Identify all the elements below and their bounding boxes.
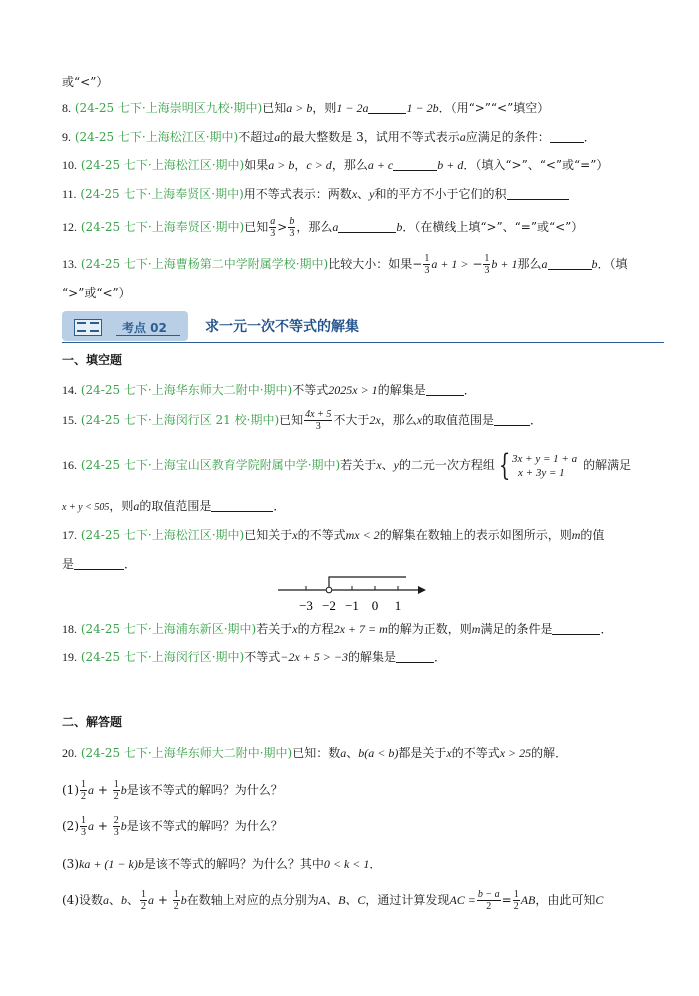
- source-tag: (24-25 七下·上海华东师大二附中·期中): [80, 383, 293, 397]
- banner-label: 考点 02: [122, 321, 167, 335]
- question-14: 14. (24-25 七下·上海华东师大二附中·期中)不等式2025x > 1的解集是 ．: [62, 383, 476, 397]
- banner-underline: [116, 335, 180, 336]
- fraction: $\frac{a}{3}$: [270, 216, 276, 239]
- source-tag: (24-25 七下·上海松江区·期中): [74, 130, 239, 144]
- fraction: $\frac{2}{3}$: [113, 815, 119, 838]
- question-19: 19. (24-25 七下·上海闵行区·期中)不等式−2x + 5 > −3的解集是 ．: [62, 650, 446, 664]
- answer-blank[interactable]: [338, 219, 396, 233]
- fraction: $\frac{1}{3}$: [484, 253, 490, 276]
- equation-system: { 3x + y = 1 + a x + 3y = 1: [498, 447, 578, 483]
- axis-arrow: [418, 586, 426, 594]
- number-line: [272, 572, 432, 616]
- fraction: $\frac{1}{3}$: [81, 815, 86, 838]
- source-tag: (24-25 七下·上海松江区·期中): [80, 528, 245, 542]
- answer-blank[interactable]: [393, 157, 437, 171]
- solution-ray: [329, 577, 406, 587]
- question-18: 18. (24-25 七下·上海浦东新区·期中)若关于x的方程2x + 7 = m的解为正数，则m满足的条件是 ．: [62, 622, 613, 636]
- tick-label: −3: [299, 598, 313, 613]
- answer-blank[interactable]: [426, 382, 464, 396]
- source-tag: (24-25 七下·上海崇明区九校·期中): [74, 101, 263, 115]
- fraction: $\frac{1}{2}$: [141, 889, 147, 912]
- question-16: 16. (24-25 七下·上海宝山区教育学院附属中学·期中)若关于x、y的二元一次方程组 { 3x + y = 1 + a x + 3y = 1 的解满足: [62, 447, 632, 483]
- answer-blank[interactable]: [507, 186, 569, 200]
- tick-label: −1: [345, 598, 359, 613]
- fraction: $\frac{1}{3}$: [424, 253, 430, 276]
- question-17: 17. (24-25 七下·上海松江区·期中)已知关于x的不等式mx < 2的解集在数轴上的表示如图所示，则m的值: [62, 528, 605, 542]
- source-tag: (24-25 七下·上海曹杨第二中学附属学校·期中): [80, 257, 329, 271]
- tick-label: 1: [394, 598, 402, 613]
- question-13: 13. (24-25 七下·上海曹杨第二中学附属学校·期中)比较大小：如果− $\frac{1}{3}$ a + 1 > − $\frac{1}{3}$ b + 1那么a b．（填: [62, 253, 628, 276]
- source-tag: (24-25 七下·上海闵行区·期中): [80, 650, 245, 664]
- question-12: 12. (24-25 七下·上海奉贤区·期中)已知 $\frac{a}{3}$ > $\frac{b}{3}$ ，那么a b．（在横线上填“>”、“=”或“<”）: [62, 216, 584, 239]
- source-tag: (24-25 七下·上海闵行区 21 校·期中): [80, 413, 280, 427]
- fraction: $\frac{1}{2}$: [173, 889, 179, 912]
- question-16-cont: x + y < 505，则a的取值范围是 ．: [62, 499, 286, 513]
- source-tag: (24-25 七下·上海浦东新区·期中): [80, 622, 257, 636]
- banner-title: 求一元一次不等式的解集: [205, 319, 359, 335]
- question-15: 15. (24-25 七下·上海闵行区 21 校·期中)已知 $\frac{4x + 5}{3}$ 不大于2x，那么x的取值范围是 ．: [62, 409, 543, 432]
- fraction: $\frac{1}{2}$: [113, 779, 119, 802]
- source-tag: (24-25 七下·上海奉贤区·期中): [80, 187, 244, 201]
- source-tag: (24-25 七下·上海宝山区教育学院附属中学·期中): [80, 458, 341, 472]
- section-banner: [62, 311, 664, 343]
- text-line: “>”或“<”）: [62, 286, 131, 300]
- section-heading: 二、解答题: [62, 715, 123, 729]
- answer-blank[interactable]: [396, 649, 434, 663]
- text-line: 或“<”）: [62, 75, 109, 89]
- fraction: $\frac{b - a}{2}$: [477, 889, 500, 912]
- question-20: 20. (24-25 七下·上海华东师大二附中·期中)已知：数a、b(a < b)都是关于x的不等式x > 25的解．: [62, 746, 568, 760]
- question-17-cont: 是 ．: [62, 557, 137, 571]
- question-20-part-4: (4)设数a、b、 $\frac{1}{2}$ a + $\frac{1}{2}$ b在数轴上对应的点分别为A、B、C，通过计算发现AC = $\frac{b - a}{2}$ = $\frac{1}{2}$ AB，由此可知C: [62, 889, 604, 912]
- question-20-part-2: (2) $\frac{1}{3}$ a + $\frac{2}{3}$ b是该不等式的解吗？为什么？: [62, 815, 283, 838]
- tick-label: 0: [371, 598, 379, 613]
- answer-blank[interactable]: [550, 129, 584, 143]
- banner-rule: [62, 342, 664, 343]
- fraction: $\frac{4x + 5}{3}$: [305, 409, 332, 432]
- source-tag: (24-25 七下·上海松江区·期中): [80, 158, 245, 172]
- answer-blank[interactable]: [552, 621, 600, 635]
- question-8: 8. (24-25 七下·上海崇明区九校·期中)已知a > b，则1 − 2a 1 − 2b．（用“>”“<”填空）: [62, 101, 550, 115]
- question-9: 9. (24-25 七下·上海松江区·期中)不超过a的最大整数是 3，试用不等式表示a应满足的条件： ．: [62, 130, 596, 144]
- answer-blank[interactable]: [494, 412, 530, 426]
- fraction: $\frac{b}{3}$: [289, 216, 295, 239]
- tick-label: −2: [322, 598, 336, 613]
- question-20-part-1: (1) $\frac{1}{2}$ a + $\frac{1}{2}$ b是该不等式的解吗？为什么？: [62, 779, 283, 802]
- question-20-part-3: (3)ka + (1 − k)b是该不等式的解吗？为什么？其中0 < k < 1．: [62, 857, 382, 871]
- fraction: $\frac{1}{2}$: [81, 779, 86, 802]
- answer-blank[interactable]: [211, 498, 273, 512]
- section-heading: 一、填空题: [62, 353, 123, 367]
- question-10: 10. (24-25 七下·上海松江区·期中)如果a > b，c > d，那么a + c b + d．（填入“>”、“<”或“=”）: [62, 158, 609, 172]
- open-point: [326, 587, 332, 593]
- source-tag: (24-25 七下·上海奉贤区·期中): [80, 220, 245, 234]
- answer-blank[interactable]: [368, 100, 406, 114]
- book-icon: [74, 319, 102, 336]
- answer-blank[interactable]: [548, 256, 592, 270]
- fraction: $\frac{1}{2}$: [513, 889, 519, 912]
- question-11: 11. (24-25 七下·上海奉贤区·期中)用不等式表示：两数x、y和的平方不小于它们的积: [62, 185, 663, 203]
- source-tag: (24-25 七下·上海华东师大二附中·期中): [80, 746, 293, 760]
- answer-blank[interactable]: [74, 556, 124, 570]
